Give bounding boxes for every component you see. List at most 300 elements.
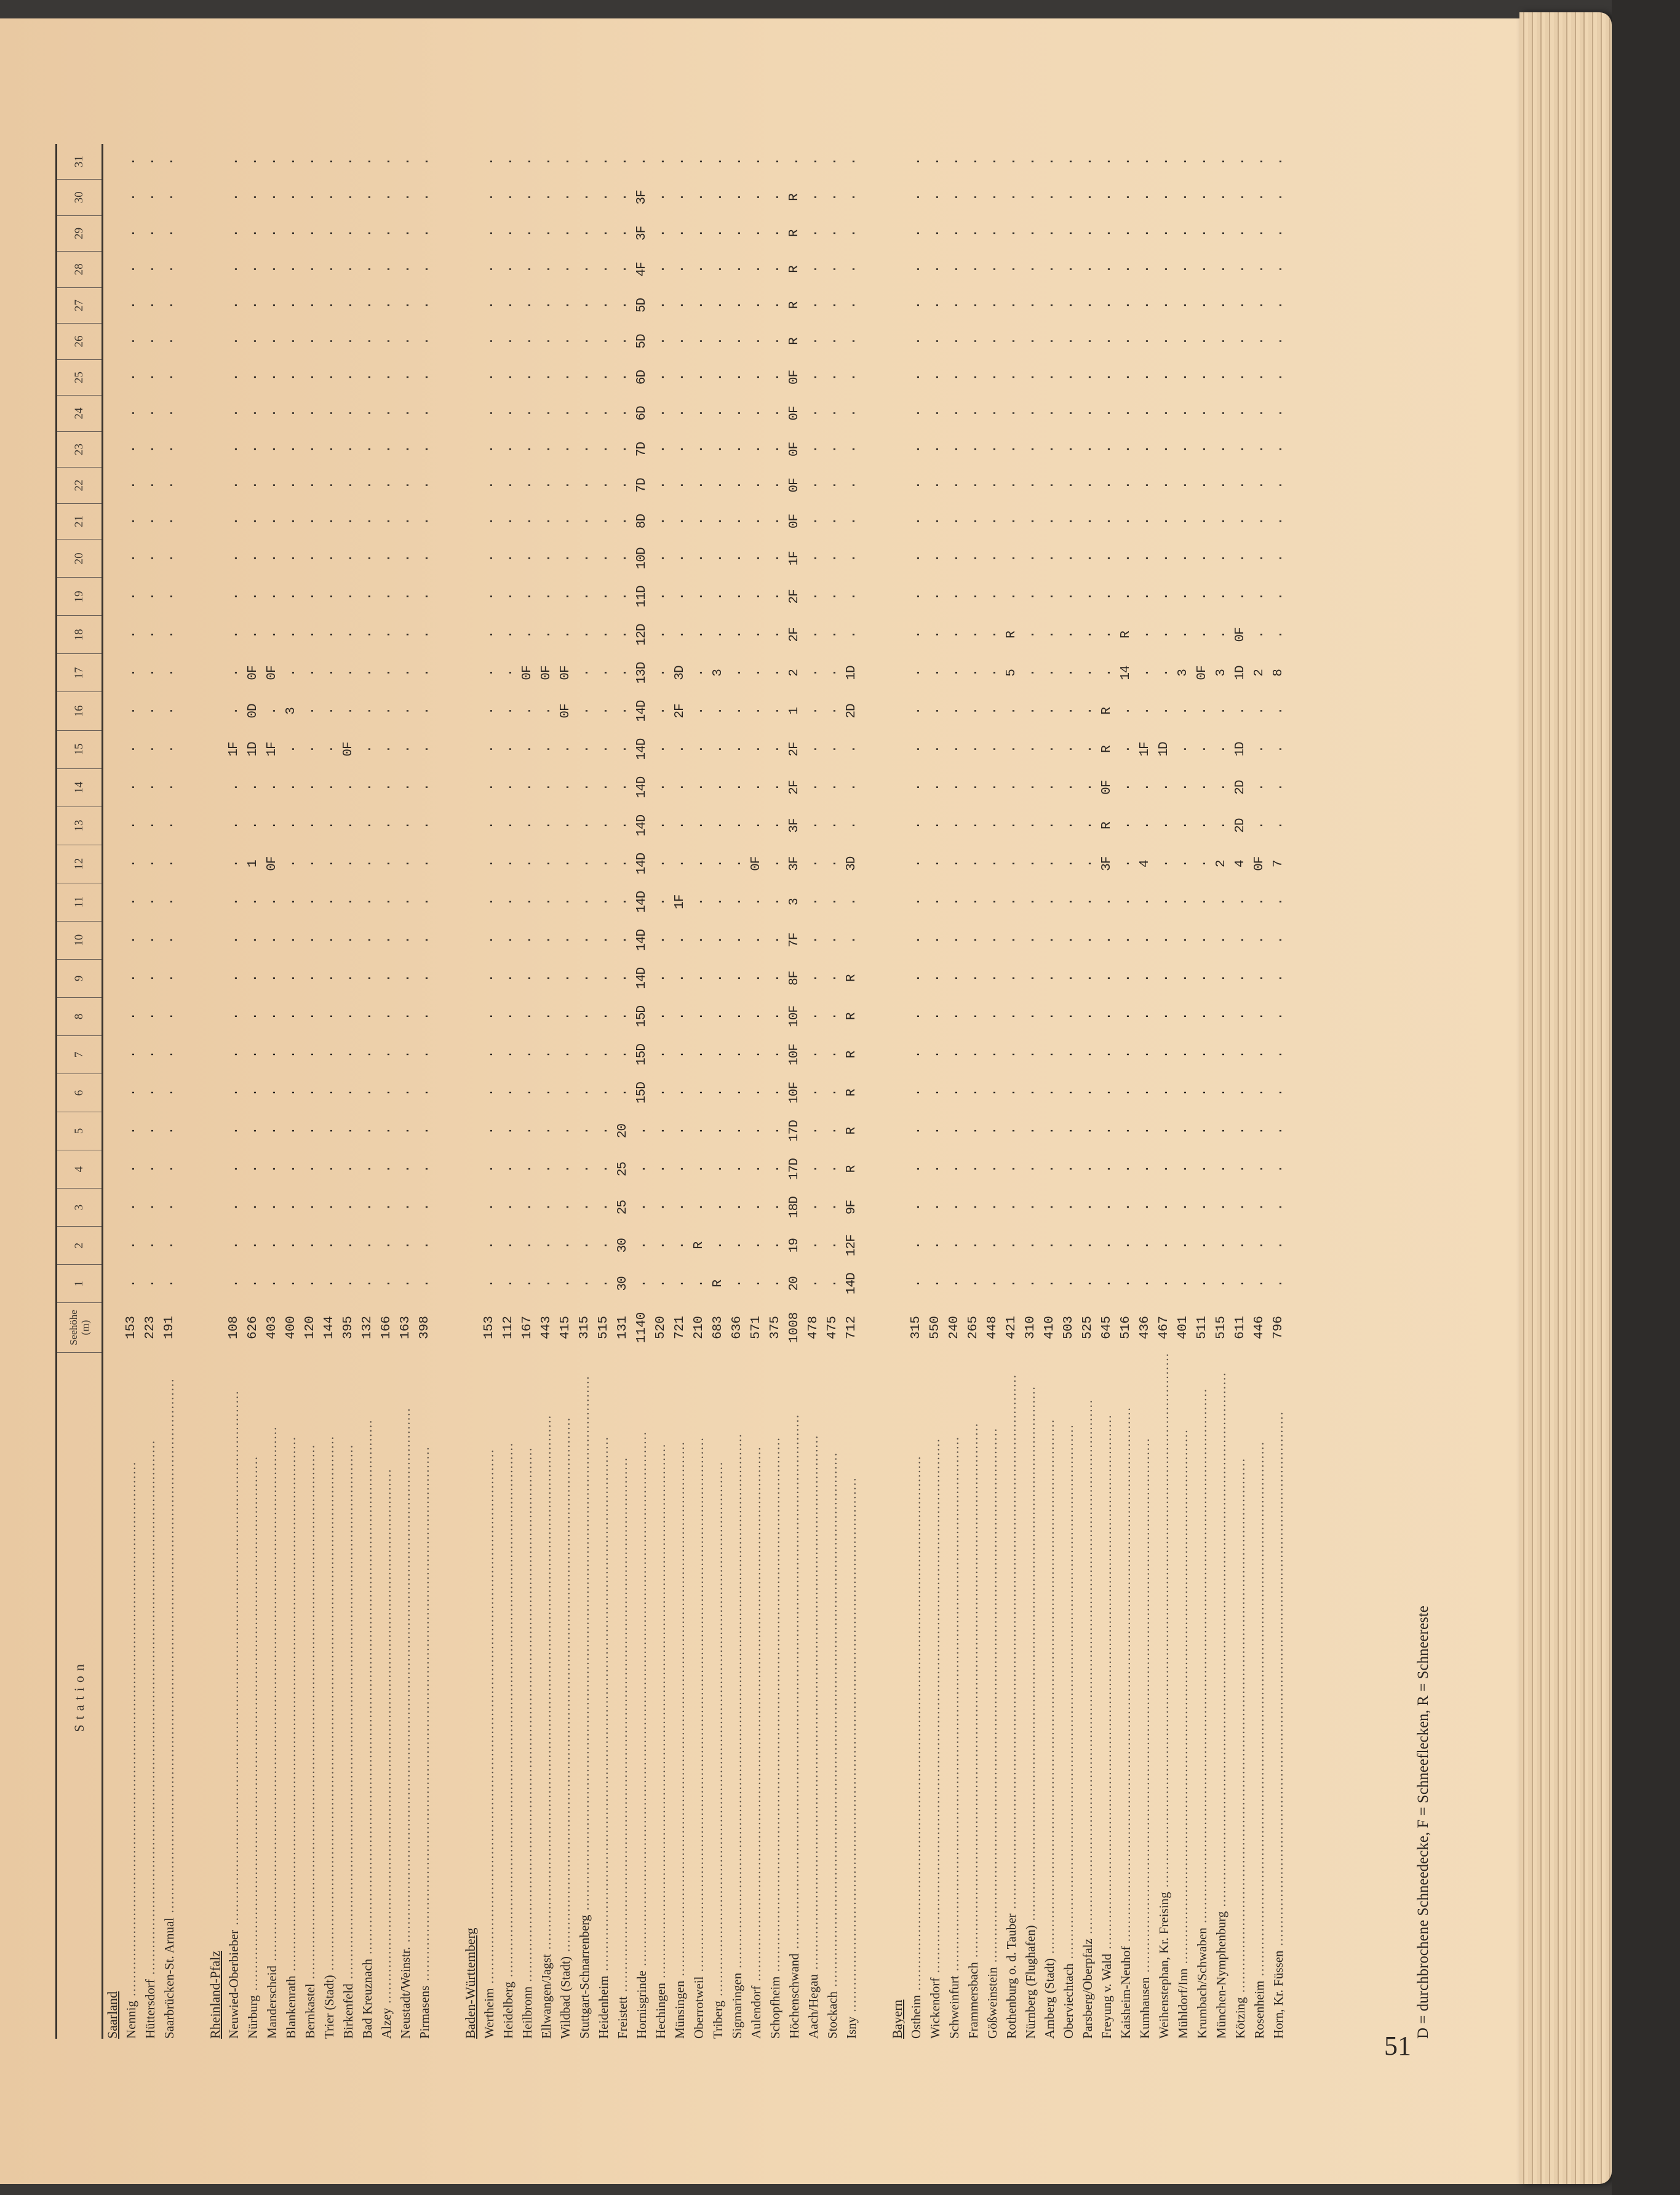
table-row: [690, 144, 709, 2039]
day-value-cell: 10D: [635, 548, 649, 570]
day-value-cell: .: [711, 410, 725, 417]
day-value-cell: .: [947, 445, 961, 453]
day-value-cell: .: [806, 1127, 821, 1135]
leader-dots: ........................................................................................................................: [417, 1446, 432, 1986]
day-value-cell: .: [360, 445, 375, 453]
day-value-cell: .: [845, 822, 859, 829]
day-value-cell: .: [1272, 1165, 1286, 1173]
leader-dots: ........................................................................................................................: [501, 1441, 516, 1982]
table-row: [244, 144, 263, 2039]
day-value-cell: .: [1176, 1051, 1190, 1059]
height-cell: 503: [1062, 1316, 1076, 1339]
day-value-cell: .: [578, 301, 592, 309]
day-value-cell: .: [966, 1280, 981, 1288]
station-cell: [537, 1352, 556, 2039]
leader-dots: ........................................................................................................................: [360, 1419, 375, 1959]
day-value-cell: 1D: [1233, 742, 1248, 757]
day-value-cell: .: [1157, 784, 1171, 791]
day-value-cell: .: [947, 373, 961, 381]
day-value-cell: .: [1233, 1127, 1248, 1135]
day-value-cell: .: [520, 1165, 535, 1173]
day-value-cell: .: [1233, 1280, 1248, 1288]
day-value-cell: .: [966, 1241, 981, 1249]
day-value-cell: .: [501, 1013, 516, 1021]
station-name: Wertheim: [482, 1988, 496, 2039]
leader-dots: ........................................................................................................................: [284, 1436, 298, 1976]
day-value-cell: .: [928, 1089, 942, 1097]
day-value-cell: .: [265, 445, 279, 453]
day-value-cell: .: [1005, 1089, 1019, 1097]
day-value-cell: R: [1100, 746, 1114, 753]
day-value-cell: .: [673, 410, 687, 417]
day-value-cell: 2: [1252, 669, 1267, 677]
day-value-cell: .: [1138, 445, 1152, 453]
day-value-cell: .: [341, 1051, 356, 1059]
day-value-cell: .: [1214, 936, 1228, 944]
day-value-cell: .: [322, 194, 336, 201]
day-value-cell: .: [124, 822, 138, 829]
day-value-cell: .: [1081, 936, 1095, 944]
day-value-cell: .: [246, 410, 260, 417]
height-cell: 395: [341, 1316, 356, 1339]
day-value-cell: .: [826, 593, 840, 600]
day-value-cell: .: [559, 373, 573, 381]
day-value-cell: .: [265, 822, 279, 829]
leader-dots: ........................................................................................................................: [482, 1448, 496, 1988]
day-value-cell: .: [711, 301, 725, 309]
day-value-cell: .: [928, 1280, 942, 1288]
day-value-cell: .: [341, 301, 356, 309]
day-value-cell: .: [730, 1203, 744, 1211]
table-row: [613, 144, 632, 2039]
table-row: [1117, 144, 1136, 2039]
day-value-cell: .: [1119, 266, 1133, 273]
day-value-cell: .: [806, 860, 821, 867]
day-value-cell: .: [399, 410, 413, 417]
day-value-cell: .: [482, 555, 496, 562]
day-value-cell: .: [1138, 517, 1152, 525]
day-value-cell: .: [284, 445, 298, 453]
day-value-cell: .: [985, 1203, 1000, 1211]
day-value-cell: .: [539, 229, 554, 237]
day-value-cell: .: [1043, 669, 1057, 677]
day-value-cell: .: [928, 1203, 942, 1211]
day-value-cell: .: [1233, 266, 1248, 273]
day-value-cell: .: [482, 898, 496, 906]
day-value-cell: .: [482, 631, 496, 639]
day-value-cell: .: [265, 707, 279, 715]
height-cell: 398: [418, 1316, 432, 1339]
day-value-cell: .: [768, 631, 782, 639]
day-value-cell: .: [1081, 593, 1095, 600]
station-name: Münsingen: [672, 1980, 687, 2039]
day-value-cell: .: [360, 338, 375, 345]
day-value-cell: .: [966, 669, 981, 677]
day-value-cell: .: [124, 898, 138, 906]
station-name: Neuwied-Oberbieber: [226, 1929, 241, 2039]
day-value-cell: 1F: [1138, 742, 1152, 757]
day-value-cell: .: [749, 1203, 763, 1211]
day-value-cell: .: [947, 898, 961, 906]
day-value-cell: .: [1024, 1203, 1038, 1211]
day-value-cell: .: [559, 860, 573, 867]
day-value-cell: 10F: [787, 1044, 802, 1066]
station-name: Nennig: [124, 2001, 138, 2039]
day-value-cell: .: [482, 229, 496, 237]
day-column-header: 1: [57, 1265, 103, 1303]
day-value-cell: .: [692, 593, 706, 600]
day-value-cell: .: [1214, 1013, 1228, 1021]
day-value-cell: .: [559, 1051, 573, 1059]
station-name: Wildbad (Stadt): [558, 1956, 573, 2039]
day-value-cell: .: [928, 194, 942, 201]
day-value-cell: .: [227, 1203, 241, 1211]
day-value-cell: .: [284, 784, 298, 791]
day-value-cell: .: [749, 1051, 763, 1059]
day-value-cell: .: [730, 707, 744, 715]
day-value-cell: .: [966, 373, 981, 381]
day-value-cell: .: [322, 746, 336, 753]
day-value-cell: .: [578, 1203, 592, 1211]
day-value-cell: .: [749, 338, 763, 345]
day-value-cell: .: [539, 1203, 554, 1211]
day-value-cell: .: [947, 860, 961, 867]
day-value-cell: 5D: [635, 298, 649, 313]
table-row: [1059, 144, 1078, 2039]
day-value-cell: .: [143, 974, 157, 982]
day-value-cell: .: [928, 482, 942, 489]
day-value-cell: .: [578, 936, 592, 944]
day-value-cell: .: [162, 860, 177, 867]
day-value-cell: .: [284, 1203, 298, 1211]
day-value-cell: .: [730, 229, 744, 237]
day-value-cell: .: [768, 445, 782, 453]
station-cell: [480, 1352, 499, 2039]
day-value-cell: .: [692, 669, 706, 677]
day-value-cell: .: [246, 822, 260, 829]
day-value-cell: .: [1005, 593, 1019, 600]
day-value-cell: .: [539, 158, 554, 165]
day-value-cell: .: [768, 707, 782, 715]
day-value-cell: .: [1043, 373, 1057, 381]
day-value-cell: .: [1214, 631, 1228, 639]
day-value-cell: .: [124, 1013, 138, 1021]
day-column-header: 22: [57, 468, 103, 504]
day-value-cell: .: [749, 301, 763, 309]
day-value-cell: .: [143, 158, 157, 165]
day-value-cell: .: [826, 229, 840, 237]
day-value-cell: .: [520, 860, 535, 867]
day-value-cell: .: [520, 1241, 535, 1249]
day-value-cell: .: [1252, 898, 1267, 906]
day-value-cell: .: [284, 338, 298, 345]
day-value-cell: .: [654, 1127, 668, 1135]
day-value-cell: .: [399, 1280, 413, 1288]
day-value-cell: .: [985, 822, 1000, 829]
day-value-cell: 1D: [1233, 666, 1248, 680]
day-value-cell: .: [947, 1127, 961, 1135]
day-value-cell: .: [227, 410, 241, 417]
height-cell: 112: [501, 1316, 516, 1339]
leader-dots: ........................................................................................................................: [1252, 1441, 1267, 1981]
day-value-cell: .: [1272, 517, 1286, 525]
day-value-cell: .: [966, 822, 981, 829]
day-value-cell: .: [1081, 1203, 1095, 1211]
day-value-cell: .: [730, 338, 744, 345]
day-value-cell: .: [1176, 517, 1190, 525]
table-row: [301, 144, 320, 2039]
day-value-cell: .: [749, 1241, 763, 1249]
day-value-cell: .: [826, 158, 840, 165]
day-value-cell: .: [322, 784, 336, 791]
day-value-cell: .: [985, 860, 1000, 867]
day-value-cell: .: [1195, 373, 1209, 381]
day-value-cell: .: [1024, 1051, 1038, 1059]
day-value-cell: .: [1157, 593, 1171, 600]
day-value-cell: .: [124, 410, 138, 417]
day-value-cell: 14D: [635, 967, 649, 989]
day-value-cell: .: [380, 1127, 394, 1135]
day-value-cell: .: [1214, 338, 1228, 345]
day-value-cell: .: [654, 631, 668, 639]
day-value-cell: .: [482, 822, 496, 829]
station-cell: [377, 1352, 396, 2039]
day-value-cell: .: [162, 410, 177, 417]
day-value-cell: .: [501, 898, 516, 906]
day-value-cell: 1F: [787, 551, 802, 566]
day-value-cell: .: [482, 936, 496, 944]
day-value-cell: .: [616, 301, 630, 309]
day-value-cell: .: [1062, 784, 1076, 791]
station-cell: [1021, 1352, 1040, 2039]
day-value-cell: .: [768, 1165, 782, 1173]
station-name: Frammersbach: [966, 1962, 981, 2039]
day-value-cell: .: [322, 555, 336, 562]
day-value-cell: .: [909, 593, 923, 600]
day-value-cell: .: [1157, 822, 1171, 829]
day-value-cell: .: [730, 898, 744, 906]
station-name: Höchenschwand: [787, 1953, 802, 2039]
height-cell: 436: [1138, 1316, 1152, 1339]
day-value-cell: .: [322, 482, 336, 489]
leader-dots: ........................................................................................................................: [245, 1455, 260, 1996]
day-value-cell: .: [284, 373, 298, 381]
day-value-cell: .: [1176, 555, 1190, 562]
day-value-cell: .: [482, 410, 496, 417]
day-value-cell: .: [909, 898, 923, 906]
day-value-cell: .: [985, 301, 1000, 309]
height-cell: 167: [520, 1316, 535, 1339]
day-value-cell: .: [284, 517, 298, 525]
day-value-cell: .: [947, 555, 961, 562]
day-value-cell: .: [501, 974, 516, 982]
day-value-cell: .: [360, 1127, 375, 1135]
day-value-cell: .: [1024, 784, 1038, 791]
day-value-cell: .: [1195, 517, 1209, 525]
day-value-cell: .: [322, 410, 336, 417]
day-value-cell: .: [265, 517, 279, 525]
day-value-cell: .: [1272, 898, 1286, 906]
day-value-cell: .: [380, 301, 394, 309]
day-value-cell: .: [1272, 301, 1286, 309]
day-value-cell: .: [380, 974, 394, 982]
day-value-cell: R: [692, 1241, 706, 1249]
day-value-cell: .: [578, 1280, 592, 1288]
day-value-cell: .: [1005, 338, 1019, 345]
day-value-cell: .: [1214, 974, 1228, 982]
legend-text: D = durchbrochene Schneedecke, F = Schneeflecken, R = Schneereste: [1415, 1606, 1431, 2039]
day-value-cell: .: [143, 517, 157, 525]
day-value-cell: .: [303, 517, 317, 525]
day-value-cell: 4F: [635, 262, 649, 277]
day-value-cell: .: [1138, 1051, 1152, 1059]
day-value-cell: .: [1272, 266, 1286, 273]
day-value-cell: .: [1043, 974, 1057, 982]
leader-dots: ........................................................................................................................: [909, 1455, 923, 1995]
table-row: [141, 144, 160, 2039]
day-value-cell: .: [1233, 936, 1248, 944]
day-value-cell: .: [1081, 746, 1095, 753]
day-value-cell: .: [1176, 784, 1190, 791]
day-value-cell: .: [303, 194, 317, 201]
day-value-cell: 1D: [246, 742, 260, 757]
station-name: Sigmaringen: [730, 1972, 744, 2039]
day-value-cell: .: [1119, 194, 1133, 201]
day-value-cell: .: [947, 1280, 961, 1288]
day-value-cell: .: [1005, 860, 1019, 867]
day-value-cell: .: [501, 707, 516, 715]
day-value-cell: .: [227, 936, 241, 944]
day-value-cell: .: [303, 445, 317, 453]
day-value-cell: .: [162, 555, 177, 562]
day-value-cell: .: [520, 194, 535, 201]
day-value-cell: 14D: [635, 929, 649, 951]
day-value-cell: .: [1062, 517, 1076, 525]
day-value-cell: .: [1176, 746, 1190, 753]
day-value-cell: .: [654, 373, 668, 381]
day-value-cell: 2F: [787, 589, 802, 604]
day-value-cell: .: [265, 229, 279, 237]
leader-dots: ........................................................................................................................: [615, 1456, 630, 1997]
day-value-cell: .: [380, 1051, 394, 1059]
station-name: Aulendorf: [749, 1985, 763, 2039]
day-value-cell: .: [501, 301, 516, 309]
day-value-cell: .: [1024, 301, 1038, 309]
day-value-cell: .: [1100, 1013, 1114, 1021]
day-value-cell: 8D: [635, 514, 649, 529]
day-value-cell: .: [501, 1051, 516, 1059]
day-value-cell: .: [143, 266, 157, 273]
day-value-cell: .: [730, 974, 744, 982]
day-value-cell: .: [654, 898, 668, 906]
day-value-cell: .: [768, 482, 782, 489]
day-value-cell: .: [399, 860, 413, 867]
day-value-cell: .: [124, 1280, 138, 1288]
day-value-cell: .: [826, 1089, 840, 1097]
day-value-cell: R: [1100, 822, 1114, 829]
day-value-cell: .: [322, 1127, 336, 1135]
day-value-cell: .: [1176, 631, 1190, 639]
day-value-cell: .: [1005, 974, 1019, 982]
day-value-cell: .: [341, 555, 356, 562]
day-value-cell: .: [482, 707, 496, 715]
day-value-cell: 14D: [635, 738, 649, 760]
day-value-cell: .: [1272, 373, 1286, 381]
day-value-cell: .: [1138, 301, 1152, 309]
day-value-cell: .: [162, 669, 177, 677]
day-value-cell: .: [539, 974, 554, 982]
height-cell: 475: [826, 1316, 840, 1339]
day-value-cell: .: [1081, 707, 1095, 715]
day-value-cell: .: [124, 1089, 138, 1097]
day-value-cell: .: [1138, 784, 1152, 791]
day-value-cell: .: [947, 1013, 961, 1021]
day-value-cell: .: [730, 593, 744, 600]
day-value-cell: .: [1062, 229, 1076, 237]
station-name: Oberrotweil: [691, 1976, 706, 2039]
day-value-cell: .: [928, 301, 942, 309]
day-value-cell: .: [1176, 194, 1190, 201]
day-value-cell: .: [559, 301, 573, 309]
day-value-cell: 25: [616, 1200, 630, 1215]
day-value-cell: .: [1157, 1280, 1171, 1288]
day-value-cell: .: [654, 593, 668, 600]
day-value-cell: 0F: [787, 370, 802, 385]
day-value-cell: .: [143, 301, 157, 309]
day-value-cell: .: [1081, 517, 1095, 525]
day-value-cell: .: [1138, 1241, 1152, 1249]
day-value-cell: .: [418, 194, 432, 201]
day-value-cell: 15D: [635, 1044, 649, 1066]
day-value-cell: .: [1043, 338, 1057, 345]
day-value-cell: .: [1252, 1127, 1267, 1135]
day-value-cell: .: [341, 1127, 356, 1135]
day-value-cell: .: [303, 555, 317, 562]
day-value-cell: .: [635, 1127, 649, 1135]
day-value-cell: .: [597, 1203, 611, 1211]
day-value-cell: .: [1195, 1089, 1209, 1097]
day-value-cell: .: [360, 669, 375, 677]
table-row: [263, 144, 282, 2039]
day-value-cell: .: [768, 266, 782, 273]
day-value-cell: .: [1100, 974, 1114, 982]
station-cell: [518, 1352, 537, 2039]
day-value-cell: .: [1214, 517, 1228, 525]
day-value-cell: .: [418, 631, 432, 639]
day-value-cell: .: [768, 669, 782, 677]
day-value-cell: .: [597, 266, 611, 273]
station-cell: [1040, 1352, 1059, 2039]
day-value-cell: .: [418, 1127, 432, 1135]
day-value-cell: .: [1119, 1127, 1133, 1135]
day-value-cell: .: [162, 373, 177, 381]
day-value-cell: .: [909, 707, 923, 715]
day-value-cell: .: [749, 1127, 763, 1135]
day-value-cell: .: [284, 593, 298, 600]
day-value-cell: .: [399, 517, 413, 525]
station-cell: [632, 1352, 651, 2039]
day-value-cell: .: [711, 707, 725, 715]
day-value-cell: .: [1138, 229, 1152, 237]
day-value-cell: .: [985, 898, 1000, 906]
day-value-cell: .: [1043, 1203, 1057, 1211]
day-value-cell: .: [1195, 1165, 1209, 1173]
day-value-cell: .: [1062, 338, 1076, 345]
day-value-cell: .: [1043, 1165, 1057, 1173]
height-cell: 375: [768, 1316, 782, 1339]
day-value-cell: .: [1214, 482, 1228, 489]
table-row: [1269, 144, 1288, 2039]
